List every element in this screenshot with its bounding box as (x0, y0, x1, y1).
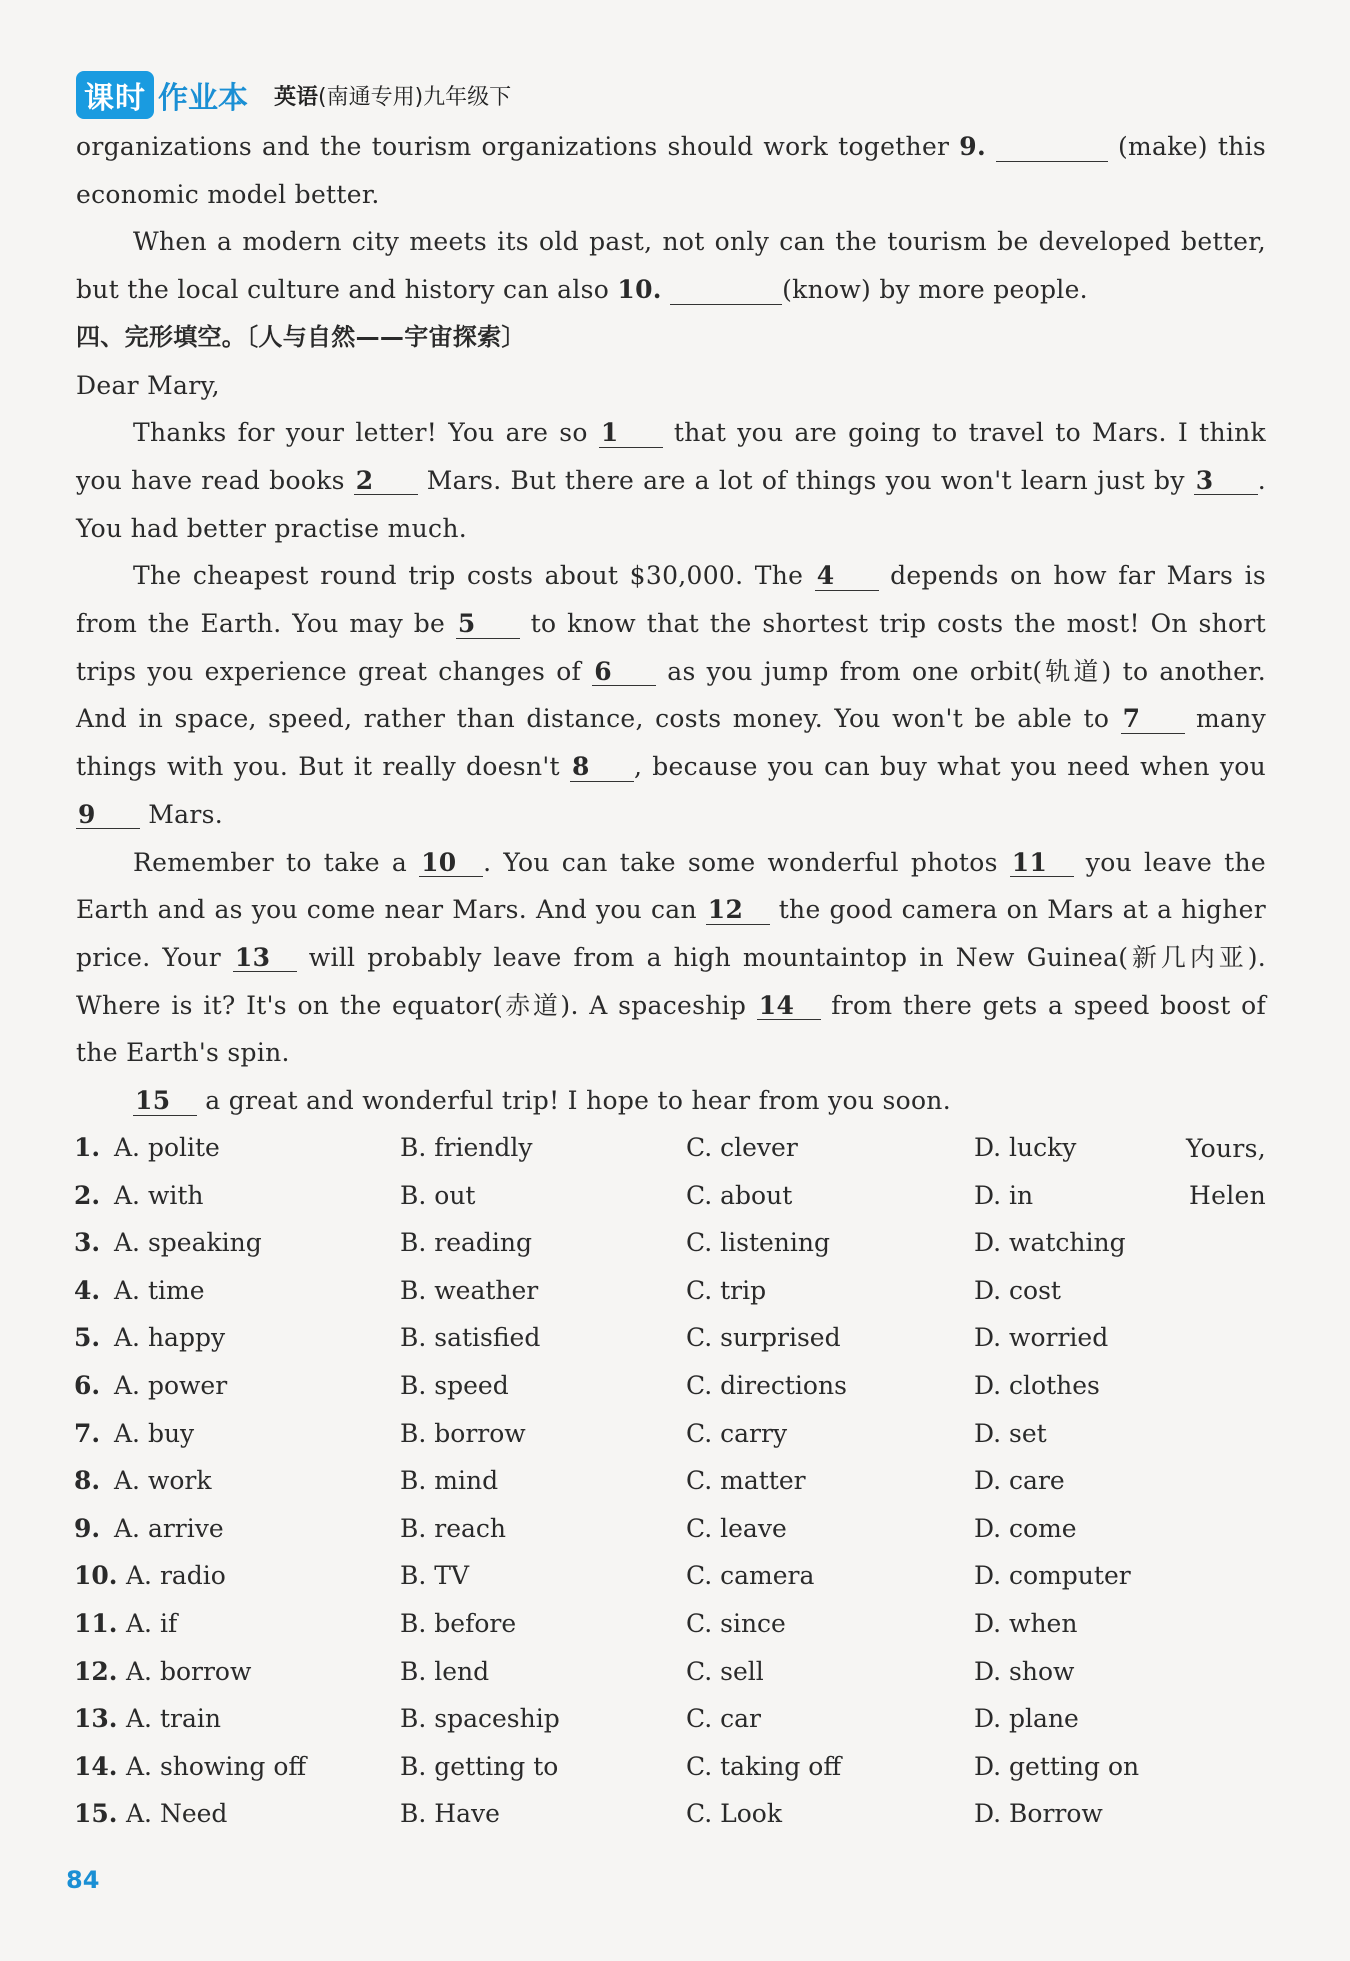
option-a[interactable]: A. train (126, 1704, 221, 1734)
option-d[interactable]: D. clothes (974, 1370, 1100, 1400)
cloze-blank[interactable]: 8 (570, 753, 634, 782)
letter-paragraph-2 (76, 552, 1266, 838)
option-d[interactable]: D. when (974, 1608, 1078, 1638)
option-a[interactable]: A. speaking (114, 1228, 262, 1258)
cloze-blank[interactable]: 5 (456, 610, 520, 639)
text-run: (make) this economic model better. (76, 132, 1267, 209)
option-b[interactable]: B. out (400, 1180, 476, 1210)
option-row (74, 1410, 1264, 1458)
page-header (76, 70, 511, 120)
option-d[interactable]: D. care (974, 1466, 1065, 1496)
question-number: 13. (74, 1704, 118, 1734)
cloze-blank[interactable]: 2 (354, 467, 418, 496)
subject-label: 英语 (274, 84, 319, 110)
option-b[interactable]: B. TV (400, 1561, 469, 1591)
question-number: 1. (74, 1133, 101, 1162)
option-b[interactable]: B. lend (400, 1656, 490, 1686)
option-c[interactable]: C. trip (686, 1275, 767, 1305)
option-a[interactable]: A. showing off (126, 1751, 307, 1781)
page-number: 84 (66, 1866, 100, 1894)
brand-logo (76, 71, 248, 119)
question-number: 3. (74, 1228, 101, 1258)
option-row (74, 1267, 1264, 1315)
option-a[interactable]: A. if (126, 1608, 178, 1638)
question-number: 2. (74, 1180, 101, 1210)
letter-paragraph-1 (76, 409, 1266, 552)
option-c[interactable]: C. car (686, 1704, 761, 1734)
option-row (74, 1648, 1264, 1696)
text-run: from there gets a speed boost of the Earth's spin. (76, 990, 1267, 1068)
cloze-blank[interactable]: 13 (233, 944, 297, 973)
cloze-blank[interactable]: 4 (815, 562, 879, 591)
option-b[interactable]: B. mind (400, 1466, 499, 1496)
cloze-blank[interactable]: 15 (133, 1087, 197, 1116)
option-a[interactable]: A. polite (114, 1133, 220, 1162)
text-run: Mars. But there are a lot of things you won't learn just by (417, 465, 1194, 495)
text-run: Remember to take a (133, 847, 420, 877)
option-a[interactable]: A. work (114, 1466, 212, 1496)
option-a[interactable]: A. radio (126, 1561, 226, 1591)
option-d[interactable]: D. worried (974, 1323, 1109, 1353)
text-run: organizations and the tourism organizations should work together (76, 132, 960, 161)
option-b[interactable]: B. weather (400, 1275, 539, 1305)
option-d[interactable]: D. set (974, 1418, 1047, 1448)
cloze-blank[interactable]: 3 (1194, 467, 1258, 496)
cloze-options (74, 1124, 1264, 1838)
option-d[interactable]: D. lucky (974, 1133, 1077, 1162)
option-b[interactable]: B. reading (400, 1228, 533, 1258)
option-c[interactable]: C. matter (686, 1466, 806, 1496)
option-c[interactable]: C. sell (686, 1656, 764, 1686)
option-b[interactable]: B. satisfied (400, 1323, 541, 1353)
cloze-blank[interactable]: 10 (419, 849, 483, 878)
option-b[interactable]: B. friendly (400, 1133, 533, 1162)
option-row (74, 1457, 1264, 1505)
book-title (274, 80, 511, 111)
question-number: 9. (959, 132, 986, 161)
option-row (74, 1314, 1264, 1362)
text-run: depends on how far Mars is from the Earth. You may be (76, 561, 1266, 639)
option-d[interactable]: D. Borrow (974, 1799, 1103, 1829)
question-number: 5. (74, 1323, 101, 1353)
question-number: 9. (74, 1513, 101, 1543)
option-b[interactable]: B. borrow (400, 1418, 526, 1448)
option-c[interactable]: C. since (686, 1608, 786, 1638)
option-d[interactable]: D. computer (974, 1561, 1131, 1591)
option-a[interactable]: A. power (114, 1370, 228, 1400)
option-row (74, 1552, 1264, 1600)
option-row (74, 1505, 1264, 1553)
cloze-blank[interactable]: 14 (757, 992, 821, 1021)
option-c[interactable]: C. about (686, 1180, 793, 1210)
letter-greeting: Dear Mary, (76, 370, 220, 400)
option-c[interactable]: C. listening (686, 1228, 830, 1258)
question-number: 10. (74, 1561, 118, 1591)
letter-closing: Yours, (1185, 1133, 1266, 1163)
option-a[interactable]: A. happy (114, 1323, 226, 1353)
option-d[interactable]: D. show (974, 1656, 1075, 1686)
text-run: . You can take some wonderful photos (483, 847, 1010, 877)
question-number: 8. (74, 1466, 101, 1496)
question-number: 6. (74, 1370, 101, 1400)
text-run: The cheapest round trip costs about $30,000. The (133, 561, 815, 591)
cloze-blank[interactable]: 7 (1121, 705, 1185, 734)
text-run: (know) by more people. (782, 275, 1088, 305)
question-number: 4. (74, 1275, 101, 1305)
text-run: When a modern city meets its old past, not only can the tourism be developed better, but the local culture and history can also (76, 227, 1266, 305)
option-c[interactable]: C. directions (686, 1370, 847, 1400)
text-run: that you are going to travel to Mars. I think you have read books (76, 418, 1266, 495)
edition-label: (南通专用)九年级下 (318, 84, 512, 110)
question-number: 15. (74, 1799, 118, 1829)
option-row (74, 1790, 1264, 1838)
question-number: 10. (617, 275, 662, 305)
option-a[interactable]: A. with (114, 1180, 204, 1210)
logo-text: 作业本 (158, 81, 248, 116)
option-row (74, 1743, 1264, 1791)
letter-signature: Helen (1189, 1181, 1266, 1211)
option-b[interactable]: B. before (400, 1608, 517, 1638)
option-d[interactable]: D. plane (974, 1704, 1079, 1734)
cloze-blank[interactable]: 11 (1010, 849, 1074, 878)
option-c[interactable]: C. taking off (686, 1751, 842, 1781)
letter-paragraph-3 (76, 839, 1266, 1078)
text-run: as you jump from one orbit(轨道) to another. And in space, speed, rather than distance, costs money. You won't be able to (76, 656, 1266, 734)
question-number: 14. (74, 1751, 118, 1781)
cloze-blank[interactable]: 1 (599, 419, 663, 448)
cloze-blank[interactable]: 12 (706, 896, 770, 925)
option-b[interactable]: B. speed (400, 1370, 509, 1400)
paragraph-grammar-end (76, 123, 1266, 218)
option-a[interactable]: A. arrive (114, 1513, 224, 1543)
option-b[interactable]: B. getting to (400, 1751, 559, 1781)
cloze-blank[interactable]: 6 (592, 658, 656, 687)
option-row (74, 1600, 1264, 1648)
question-number: 11. (74, 1608, 118, 1638)
text-run: Mars. (140, 799, 223, 829)
text-run: , because you can buy what you need when you (633, 752, 1267, 782)
option-d[interactable]: D. watching (974, 1228, 1126, 1258)
text-run: . You had better practise much. (76, 465, 1266, 543)
section-title: 四、完形填空。〔人与自然——宇宙探索〕 (76, 322, 526, 351)
text-run: a great and wonderful trip! I hope to hear from you soon. (197, 1086, 951, 1116)
text-run: many things with you. But it really doesn't (76, 704, 1266, 782)
option-c[interactable]: C. carry (686, 1418, 788, 1448)
option-b[interactable]: B. reach (400, 1513, 507, 1543)
question-number: 7. (74, 1418, 101, 1448)
option-row (74, 1362, 1264, 1410)
option-d[interactable]: D. come (974, 1513, 1077, 1543)
option-c[interactable]: C. camera (686, 1561, 815, 1591)
text-run: will probably leave from a high mountaintop in New Guinea(新几内亚). Where is it? It's on the equator(赤道). A spaceship (76, 942, 1267, 1020)
text-run: to know that the shortest trip costs the most! On short trips you experience great changes of (76, 609, 1267, 686)
answer-blank-10[interactable] (670, 276, 782, 305)
option-row (74, 1172, 1264, 1220)
logo-box: 课时 (76, 71, 154, 119)
option-b[interactable]: B. Have (400, 1799, 500, 1829)
option-a[interactable]: A. Need (126, 1799, 228, 1829)
cloze-blank[interactable]: 9 (76, 801, 140, 830)
passage-continuation (76, 123, 1266, 1220)
option-d[interactable]: D. in (974, 1180, 1034, 1210)
option-d[interactable]: D. cost (974, 1275, 1061, 1305)
option-row (74, 1695, 1264, 1743)
option-c[interactable]: C. surprised (686, 1323, 841, 1353)
option-b[interactable]: B. spaceship (400, 1704, 560, 1734)
option-a[interactable]: A. buy (114, 1418, 195, 1448)
answer-blank-9[interactable] (996, 133, 1108, 162)
option-c[interactable]: C. clever (686, 1133, 798, 1162)
text-run: you leave the Earth and as you come near Mars. And you can (76, 847, 1266, 925)
option-row (74, 1124, 1264, 1172)
option-row (74, 1219, 1264, 1267)
option-a[interactable]: A. time (114, 1275, 205, 1305)
text-run: Thanks for your letter! You are so (133, 418, 599, 448)
option-a[interactable]: A. borrow (126, 1656, 252, 1686)
letter-paragraph-4 (76, 1077, 1266, 1125)
option-d[interactable]: D. getting on (974, 1751, 1140, 1781)
paragraph-grammar-last (76, 218, 1266, 313)
option-c[interactable]: C. leave (686, 1513, 787, 1543)
text-run: the good camera on Mars at a higher price. Your (76, 895, 1266, 972)
option-c[interactable]: C. Look (686, 1799, 782, 1829)
question-number: 12. (74, 1656, 118, 1686)
